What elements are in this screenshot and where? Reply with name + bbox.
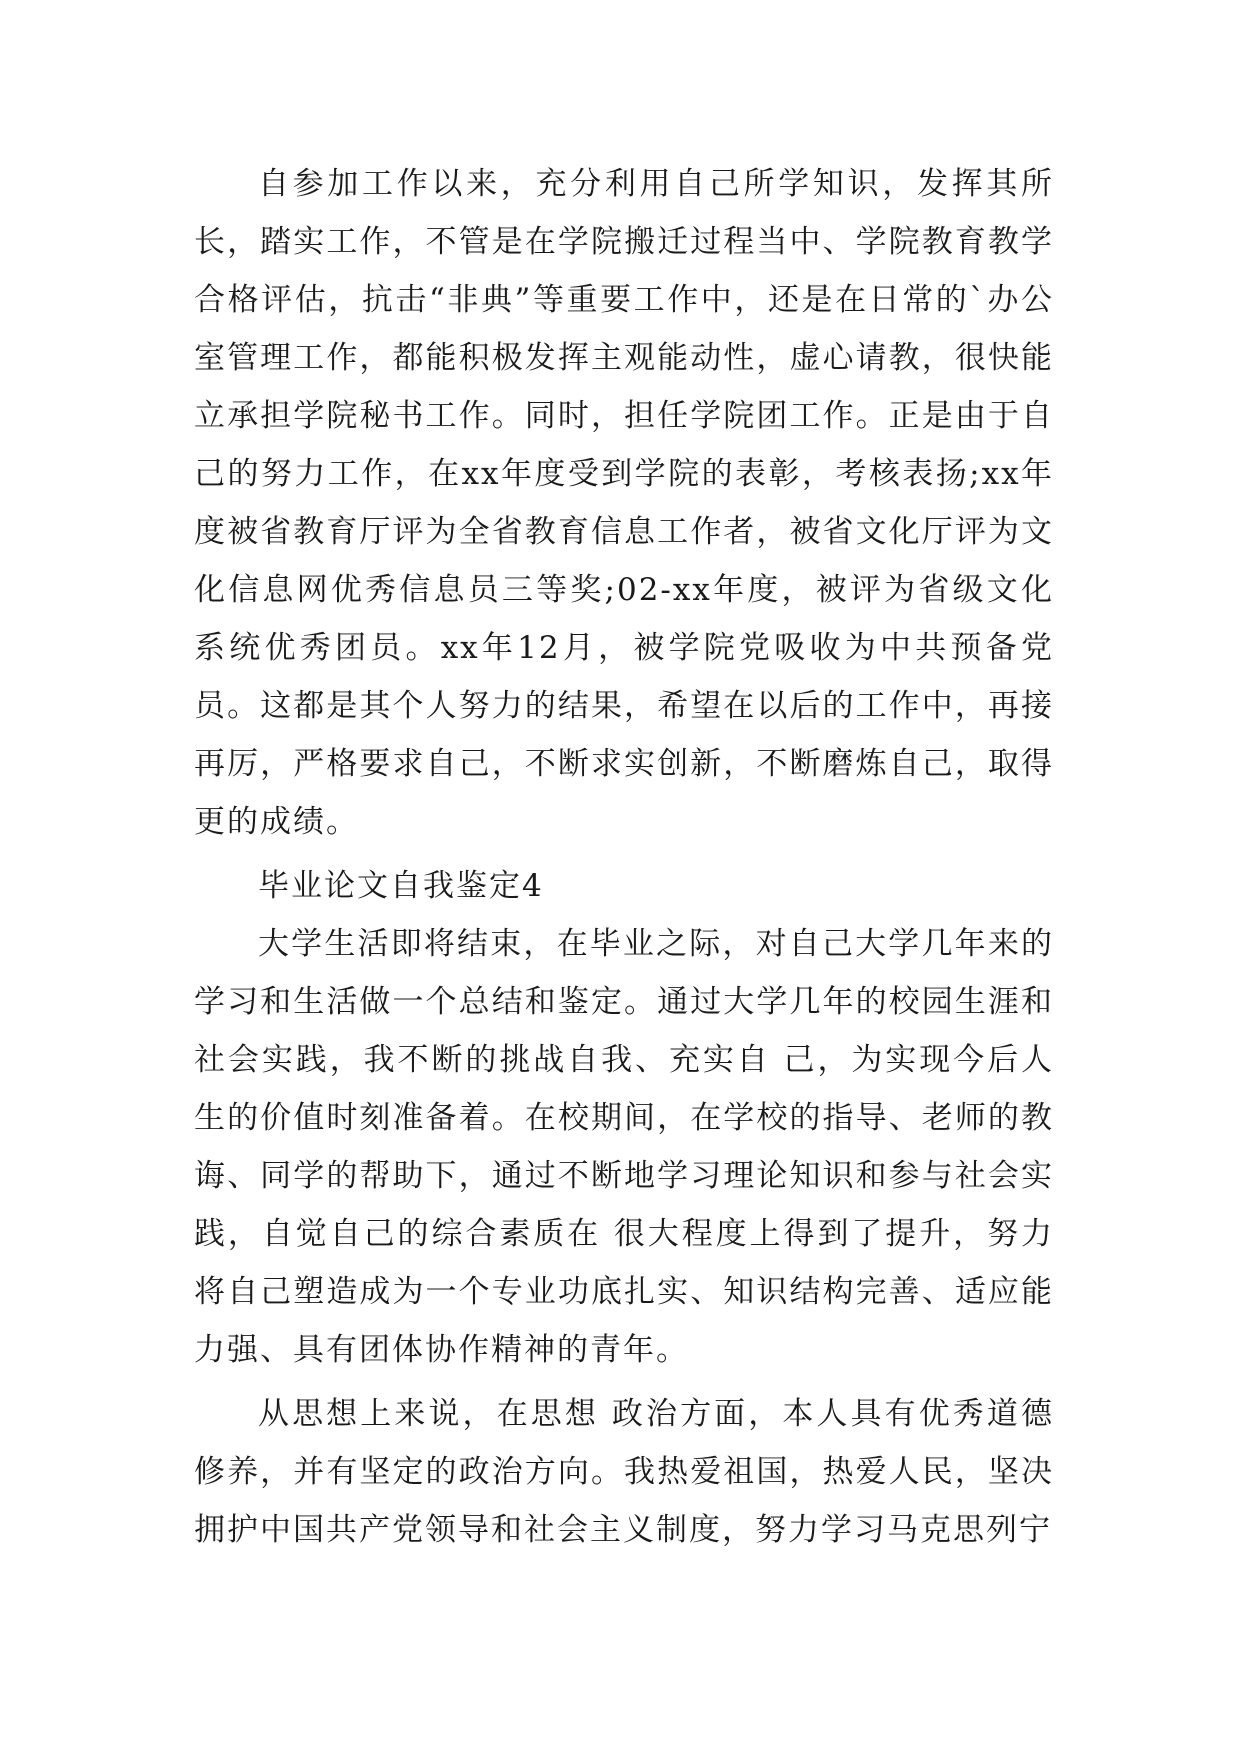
paragraph-work-experience: 自参加工作以来，充分利用自己所学知识，发挥其所长，踏实工作，不管是在学院搬迁过程当中、学院教育教学合格评估，抗击“非典”等重要工作中，还是在日常的`办公室管理工作，都能积极发挥主观能动性，虚心请教，很快能立承担学院秘书工作。同时，担任学院团工作。正是由于自己的努力工作，在xx年度受到学院的表彰，考核表扬;xx年度被省教育厅评为全省教育信息工作者，被省文化厅评为文化信息网优秀信息员三等奖;02-xx年度，被评为省级文化系统优秀团员。xx年12月，被学院党吸收为中共预备党员。这都是其个人努力的结果，希望在以后的工作中，再接再厉，严格要求自己，不断求实创新，不断磨炼自己，取得更的成绩。	[194, 166, 1054, 840]
section-heading: 毕业论文自我鉴定4	[258, 868, 544, 904]
paragraph-college-life: 大学生活即将结束，在毕业之际，对自己大学几年来的学习和生活做一个总结和鉴定。通过大学几年的校园生涯和社会实践，我不断的挑战自我、充实自 己，为实现今后人生的价值时刻准备着。在校期间，在学校的指导、老师的教诲、同学的帮助下，通过不断地学习理论知识和参与社会实践，自觉自己的综合素质在 很大程度上得到了提升，努力将自己塑造成为一个专业功底扎实、知识结构完善、适应能力强、具有团体协作精神的青年。	[194, 926, 1054, 1368]
paragraph-ideology: 从思想上来说，在思想 政治方面，本人具有优秀道德修养，并有坚定的政治方向。我热爱祖国，热爱人民，坚决拥护中国共产党领导和社会主义制度，努力学习马克思列宁	[194, 1396, 1054, 1548]
document-body	[194, 155, 1054, 1559]
